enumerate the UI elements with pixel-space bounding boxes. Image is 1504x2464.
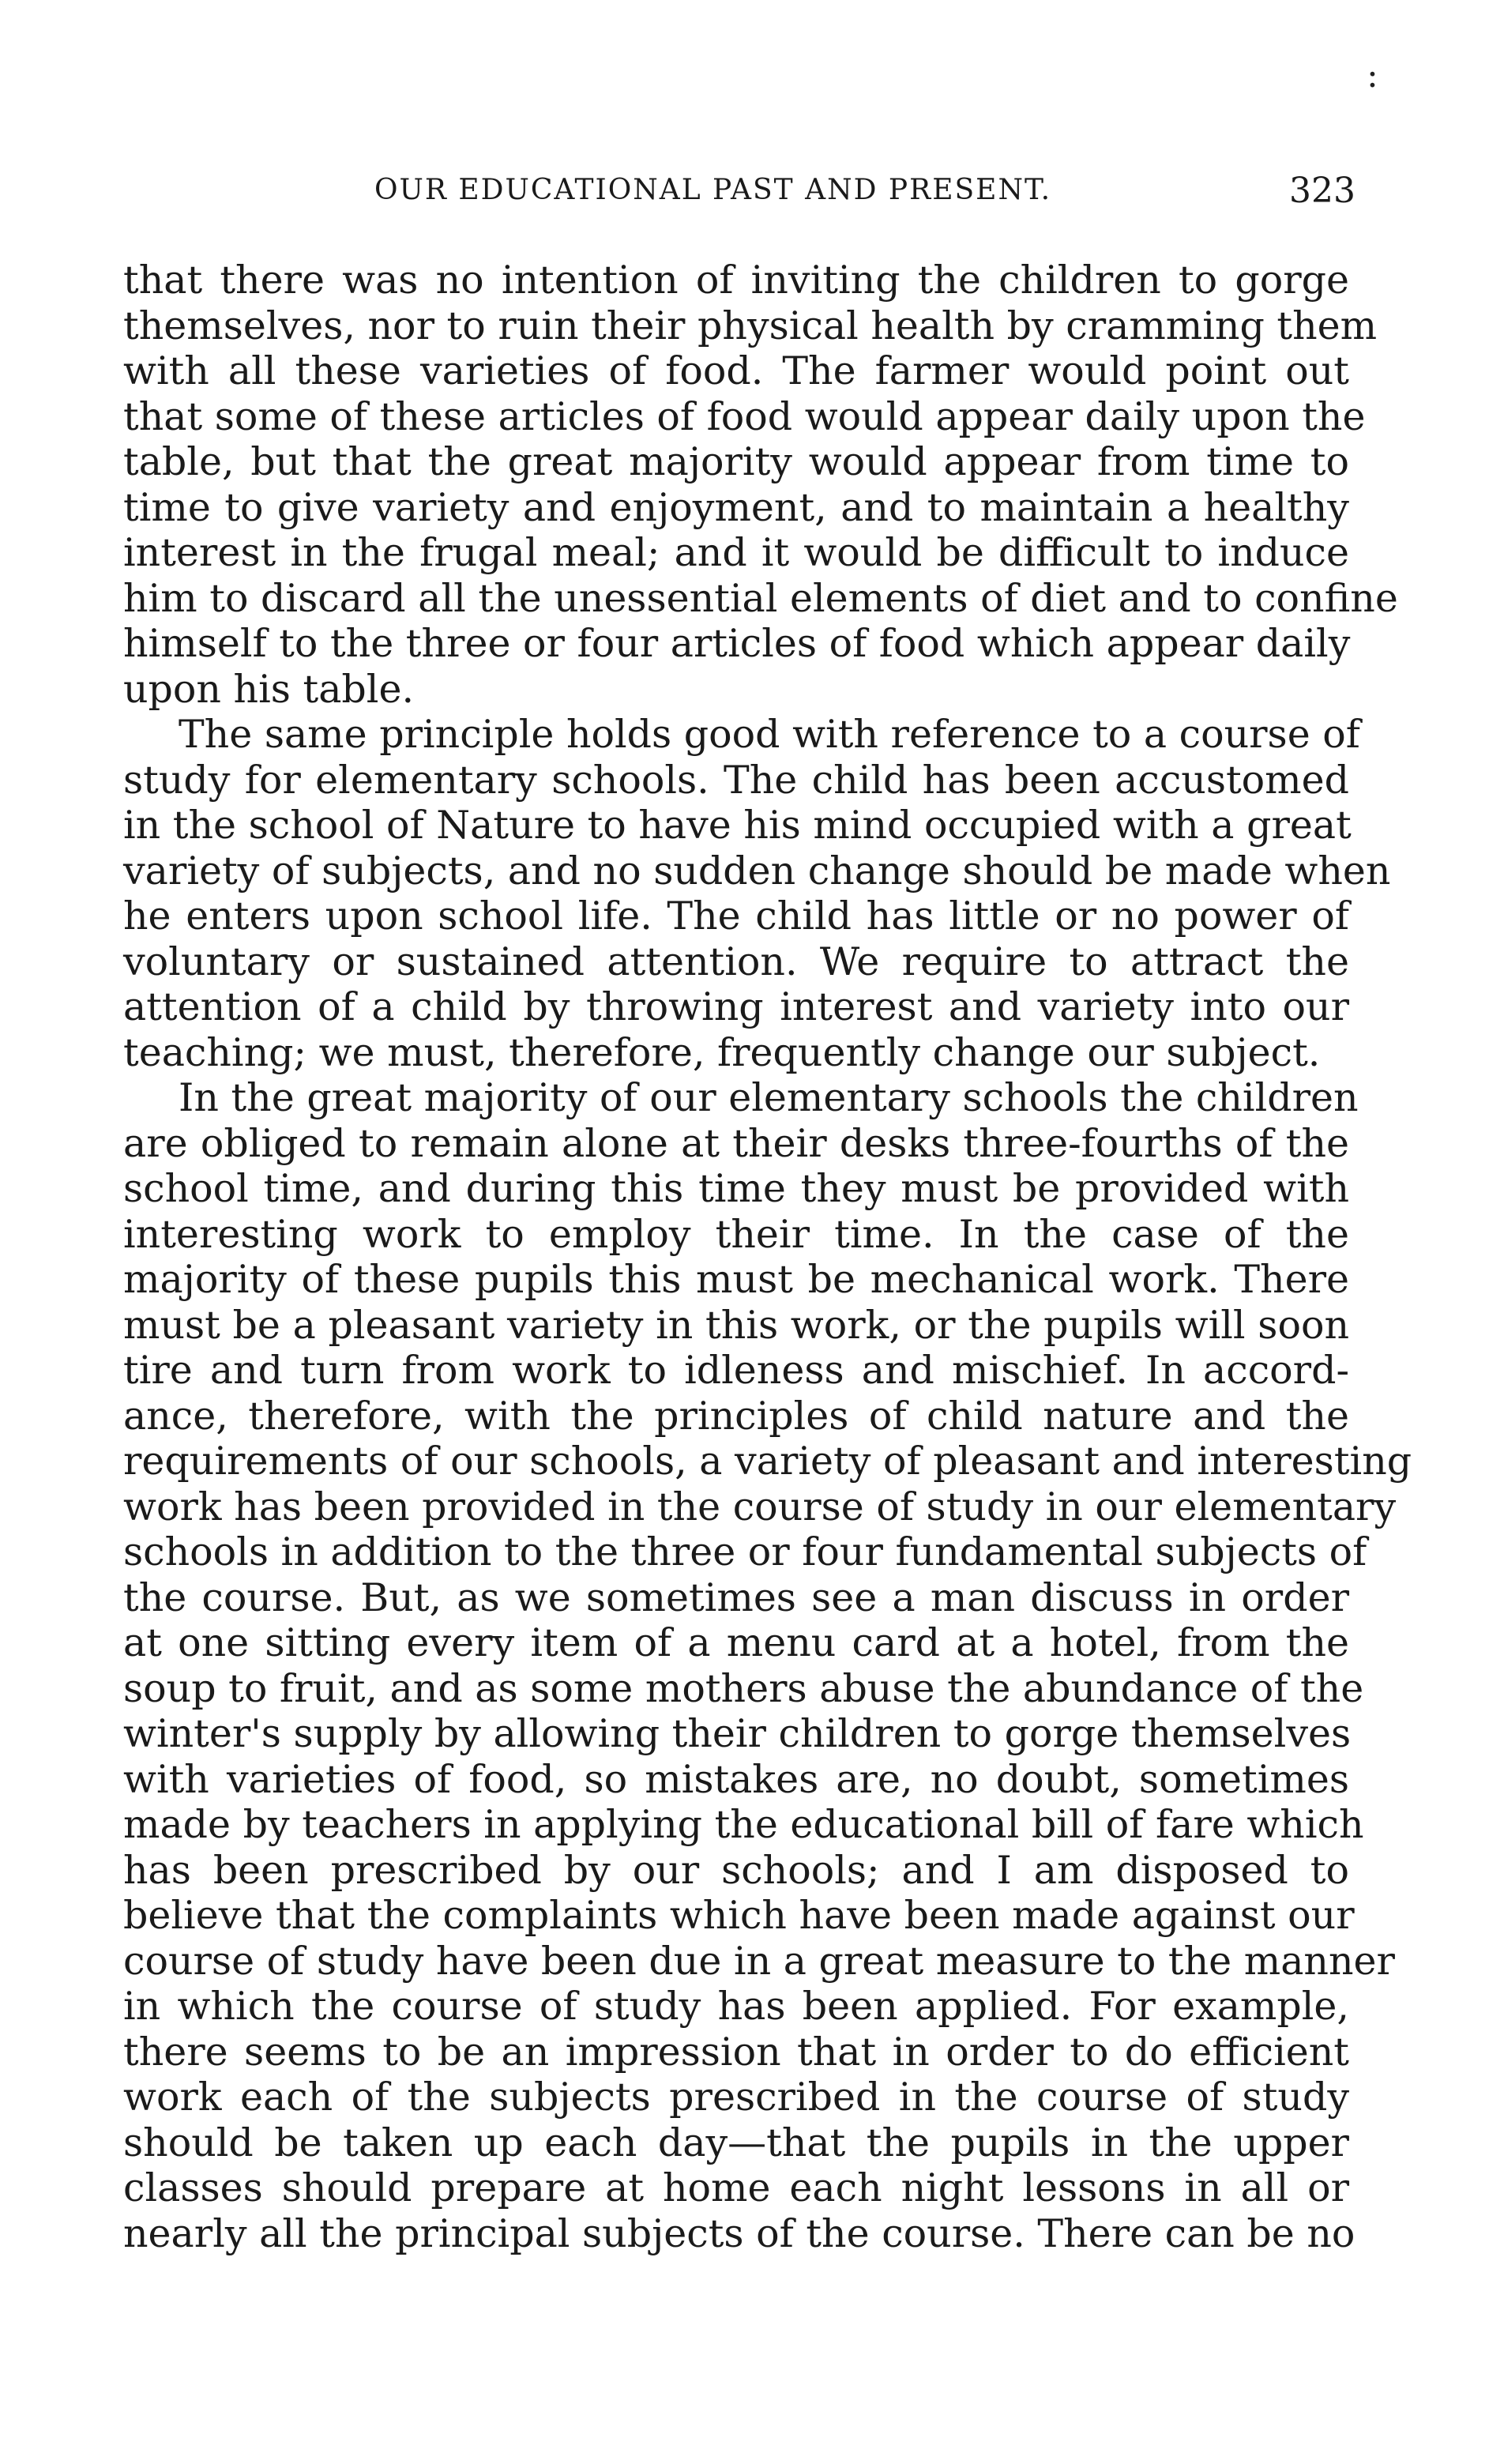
text-line: time to give variety and enjoyment, and to maintain a healthy [123,484,1349,530]
text-line: attention of a child by throwing interest and variety into our [123,984,1349,1029]
text-line: In the great majority of our elementary schools the children [179,1075,1359,1120]
text-line: requirements of our schools, a variety of pleasant and interesting [123,1439,1412,1484]
text-line: study for elementary schools. The child has been accustomed [123,757,1349,803]
text-line: school time, and during this time they must be provided with [123,1166,1349,1211]
body-text [123,258,1412,2256]
text-line: are obliged to remain alone at their desks three-fourths of the [123,1120,1349,1166]
text-line: The same principle holds good with reference to a course of [179,712,1360,757]
text-line: must be a pleasant variety in this work, or the pupils will soon [123,1302,1349,1348]
text-line: has been prescribed by our schools; and I am disposed to [123,1847,1349,1893]
text-line: themselves, nor to ruin their physical health by cramming them [123,303,1378,348]
running-title: OUR EDUCATIONAL PAST AND PRESENT. [374,174,1052,206]
text-line: tire and turn from work to idleness and mischief. In accord- [123,1348,1349,1393]
text-line: work has been provided in the course of study in our elementary [123,1484,1397,1529]
text-line: that there was no intention of inviting the children to gorge [123,258,1349,303]
page-number: 323 [1289,171,1355,211]
text-line: with all these varieties of food. The farmer would point out [123,348,1349,393]
text-line: majority of these pupils this must be mechanical work. There [123,1257,1349,1302]
text-line: believe that the complaints which have been made against our [123,1893,1355,1938]
text-line: should be taken up each day—that the pupils in the upper [123,2120,1349,2165]
text-line: the course. But, as we sometimes see a man discuss in order [123,1574,1349,1620]
margin-mark: : [1367,55,1378,96]
text-line: with varieties of food, so mistakes are, no doubt, sometimes [123,1756,1349,1802]
text-line: interesting work to employ their time. In the case of the [123,1211,1349,1257]
text-line: that some of these articles of food would appear daily upon the [123,393,1366,439]
text-line: upon his table. [123,666,415,712]
text-line: him to discard all the unessential elements of diet and to confine [123,575,1398,621]
text-line: interest in the frugal meal; and it would be difficult to induce [123,530,1349,575]
text-line: nearly all the principal subjects of the course. There can be no [123,2210,1355,2256]
text-line: in which the course of study has been applied. For example, [123,1984,1349,2029]
text-line: soup to fruit, and as some mothers abuse the abundance of the [123,1665,1364,1711]
text-line: he enters upon school life. The child has little or no power of [123,893,1349,939]
text-line: himself to the three or four articles of food which appear daily [123,621,1351,666]
text-line: at one sitting every item of a menu card at a hotel, from the [123,1620,1349,1665]
text-line: there seems to be an impression that in order to do efficient [123,2029,1349,2075]
text-line: variety of subjects, and no sudden change should be made when [123,848,1391,893]
text-line: in the school of Nature to have his mind occupied with a great [123,803,1352,848]
text-line: course of study have been due in a great measure to the manner [123,1938,1395,1984]
running-header [123,171,1355,221]
text-line: classes should prepare at home each night lessons in all or [123,2165,1349,2210]
text-line: voluntary or sustained attention. We require to attract the [123,939,1349,984]
text-line: table, but that the great majority would appear from time to [123,439,1349,484]
text-line: made by teachers in applying the educational bill of fare which [123,1802,1364,1847]
text-line: work each of the subjects prescribed in the course of study [123,2075,1349,2120]
text-line: teaching; we must, therefore, frequently change our subject. [123,1029,1321,1075]
text-line: winter's supply by allowing their children to gorge themselves [123,1711,1352,1756]
text-line: schools in addition to the three or four fundamental subjects of [123,1529,1367,1574]
text-line: ance, therefore, with the principles of child nature and the [123,1393,1349,1439]
